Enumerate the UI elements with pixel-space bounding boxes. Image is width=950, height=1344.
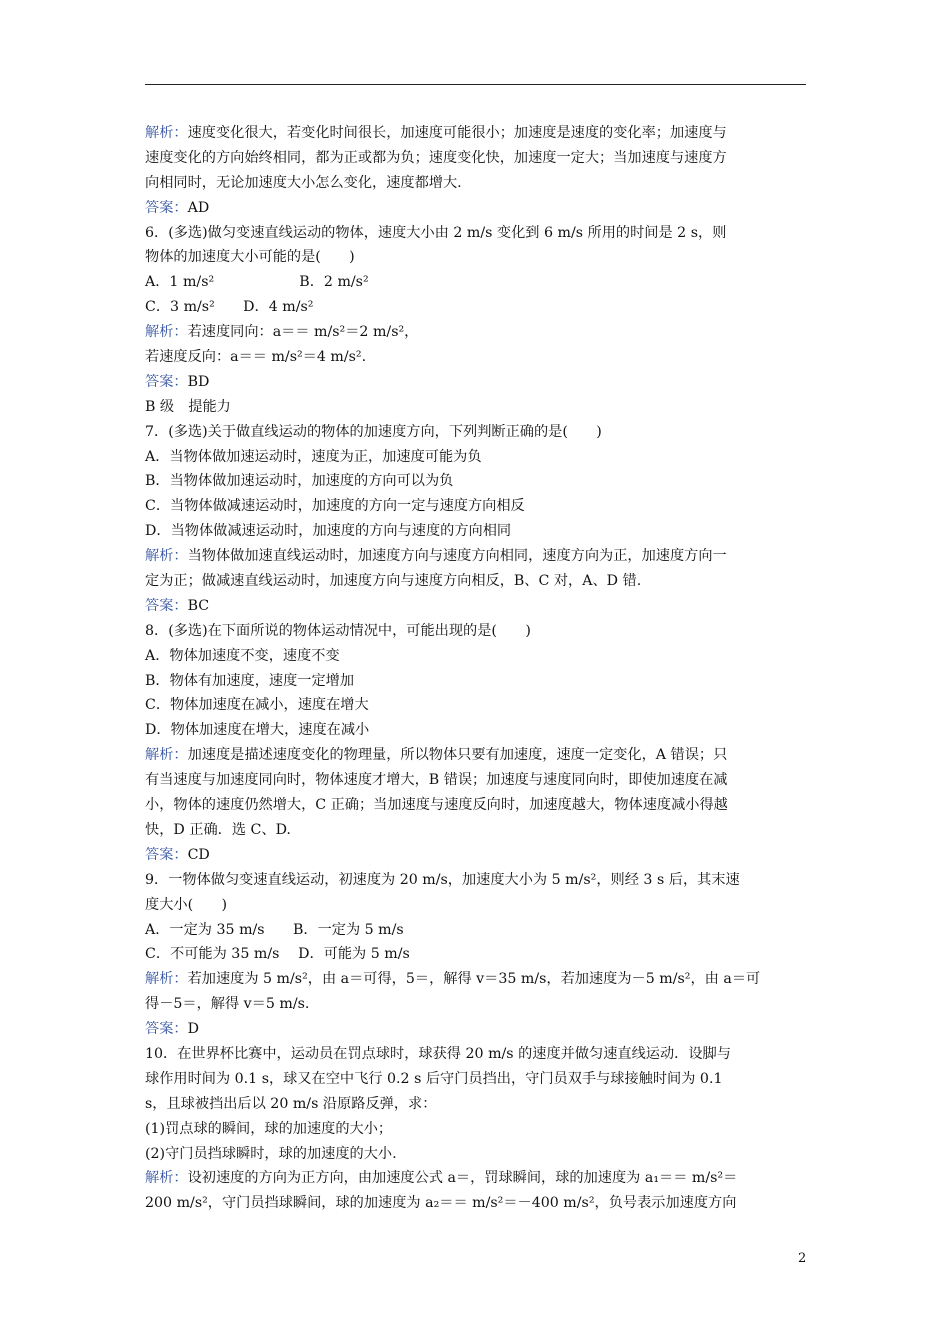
text-line [145,1092,807,1117]
text-line [145,793,807,818]
answer-label: 答案： [145,199,188,216]
line-text: 速度变化很大，若变化时间很长，加速度可能很小；加速度是速度的变化率；加速度与 [187,125,727,141]
line-text: 7．(多选)关于做直线运动的物体的加速度方向，下列判断正确的是( ) [145,423,602,440]
line-text: D [187,1021,199,1038]
line-text: D．物体加速度在增大，速度在减小 [145,722,370,739]
text-line [145,768,807,793]
text-line [145,1067,807,1092]
line-text: C．物体加速度在减小，速度在增大 [145,697,369,714]
text-line [145,494,807,519]
line-text: BC [187,597,210,614]
text-line [145,669,807,694]
line-text: (1)罚点球的瞬间，球的加速度的大小； [145,1120,393,1137]
answer-label: 解析： [145,1170,188,1187]
line-text: 快，D 正确．选 C、D. [145,821,291,838]
line-text: D．当物体做减速运动时，加速度的方向与速度的方向相同 [145,523,512,540]
answer-label: 解析： [145,125,188,141]
line-text: B 级 提能力 [145,398,231,415]
line-text: C．不可能为 35 m/s D．可能为 5 m/s [145,946,410,963]
line-text: B．当物体做加速运动时，加速度的方向可以为负 [145,473,454,490]
line-text: CD [187,846,210,863]
answer-label: 答案： [145,846,188,863]
text-line [145,270,807,295]
text-line [145,718,807,743]
text-line [145,519,807,544]
text-line [145,196,807,221]
line-text: C．当物体做减速运动时，加速度的方向一定与速度方向相反 [145,498,525,515]
line-text: 球作用时间为 0.1 s，球又在空中飞行 0.2 s 后守门员挡出，守门员双手与球接触时间为 0.1 [145,1070,723,1087]
answer-label: 答案： [145,1021,188,1038]
line-text: 10．在世界杯比赛中，运动员在罚点球时，球获得 20 m/s 的速度并做匀速直线运动．设脚与 [145,1045,731,1062]
line-text: A．当物体做加速运动时，速度为正，加速度可能为负 [145,448,482,465]
line-text: A．一定为 35 m/s B．一定为 5 m/s [145,921,404,938]
line-text: 度大小( ) [145,896,228,913]
line-text: BD [187,373,210,390]
text-line [145,893,807,918]
answer-label: 解析： [145,747,188,764]
line-text: 加速度是描述速度变化的物理量，所以物体只要有加速度，速度一定变化，A 错误；只 [187,747,728,764]
line-text: 小，物体的速度仍然增大，C 正确；当加速度与速度反向时，加速度越大，物体速度减小得越 [145,797,728,814]
line-text: 若加速度为 5 m/s²，由 a＝可得，5＝，解得 v＝35 m/s，若加速度为－5 m/s²，由 a＝可 [187,971,761,988]
text-line [145,569,807,594]
line-text: A．物体加速度不变，速度不变 [145,647,340,664]
line-text: 得－5＝，解得 v＝5 m/s. [145,996,310,1013]
line-text: 有当速度与加速度同向时，物体速度才增大，B 错误；加速度与速度同向时，即使加速度在减 [145,772,728,789]
text-line [145,1117,807,1142]
text-line [145,619,807,644]
line-text: 200 m/s²，守门员挡球瞬间，球的加速度为 a₂＝＝ m/s²＝－400 m/s²，负号表示加速度方向 [145,1195,737,1212]
text-line [145,370,807,395]
text-line [145,544,807,569]
line-text: 若速度同向：a＝＝ m/s²＝2 m/s²， [187,324,419,341]
answer-label: 解析： [145,324,188,341]
line-text: (2)守门员挡球瞬时，球的加速度的大小. [145,1145,397,1162]
line-text: B．物体有加速度，速度一定增加 [145,672,355,689]
document-body [145,121,807,1216]
text-line [145,918,807,943]
text-line [145,121,807,146]
text-line [145,992,807,1017]
answer-label: 答案： [145,373,188,390]
text-line [145,868,807,893]
text-line [145,395,807,420]
line-text: 定为正；做减速直线运动时，加速度方向与速度方向相反，B、C 对，A、D 错. [145,573,642,590]
text-line [145,967,807,992]
line-text: 设初速度的方向为正方向，由加速度公式 a＝，罚球瞬间，球的加速度为 a₁＝＝ m/s²＝ [187,1170,738,1187]
text-line [145,171,807,196]
text-line [145,469,807,494]
header-rule [145,84,806,85]
line-text: 速度变化的方向始终相同，都为正或都为负；速度变化快，加速度一定大；当加速度与速度方 [145,149,727,166]
text-line [145,345,807,370]
line-text: 6．(多选)做匀变速直线运动的物体，速度大小由 2 m/s 变化到 6 m/s 所用的时间是 2 s，则 [145,224,727,241]
line-text: A．1 m/s² B．2 m/s² [145,274,369,291]
answer-label: 解析： [145,548,188,565]
line-text: 若速度反向：a＝＝ m/s²＝4 m/s². [145,349,367,366]
line-text: 9．一物体做匀变速直线运动，初速度为 20 m/s，加速度大小为 5 m/s²，则经 3 s 后，其末速 [145,871,740,888]
line-text: C．3 m/s² D．4 m/s² [145,299,314,316]
text-line [145,644,807,669]
text-line [145,1042,807,1067]
text-line [145,295,807,320]
text-line [145,245,807,270]
line-text: s，且球被挡出后以 20 m/s 沿原路反弹，求： [145,1095,437,1112]
text-line [145,693,807,718]
text-line [145,320,807,345]
line-text: 当物体做加速直线运动时，加速度方向与速度方向相同，速度方向为正，加速度方向一 [187,548,727,565]
text-line [145,445,807,470]
text-line [145,942,807,967]
text-line [145,221,807,246]
page-number: 2 [798,1251,807,1266]
text-line [145,1017,807,1042]
text-line [145,843,807,868]
line-text: 物体的加速度大小可能的是( ) [145,249,355,266]
line-text: 向相同时，无论加速度大小怎么变化，速度都增大. [145,174,462,191]
text-line [145,594,807,619]
text-line [145,420,807,445]
answer-label: 答案： [145,597,188,614]
answer-label: 解析： [145,971,188,988]
line-text: 8．(多选)在下面所说的物体运动情况中，可能出现的是( ) [145,622,531,639]
text-line [145,146,807,171]
line-text: AD [187,199,210,216]
text-line [145,743,807,768]
text-line [145,1166,807,1191]
text-line [145,818,807,843]
text-line [145,1191,807,1216]
text-line [145,1142,807,1167]
